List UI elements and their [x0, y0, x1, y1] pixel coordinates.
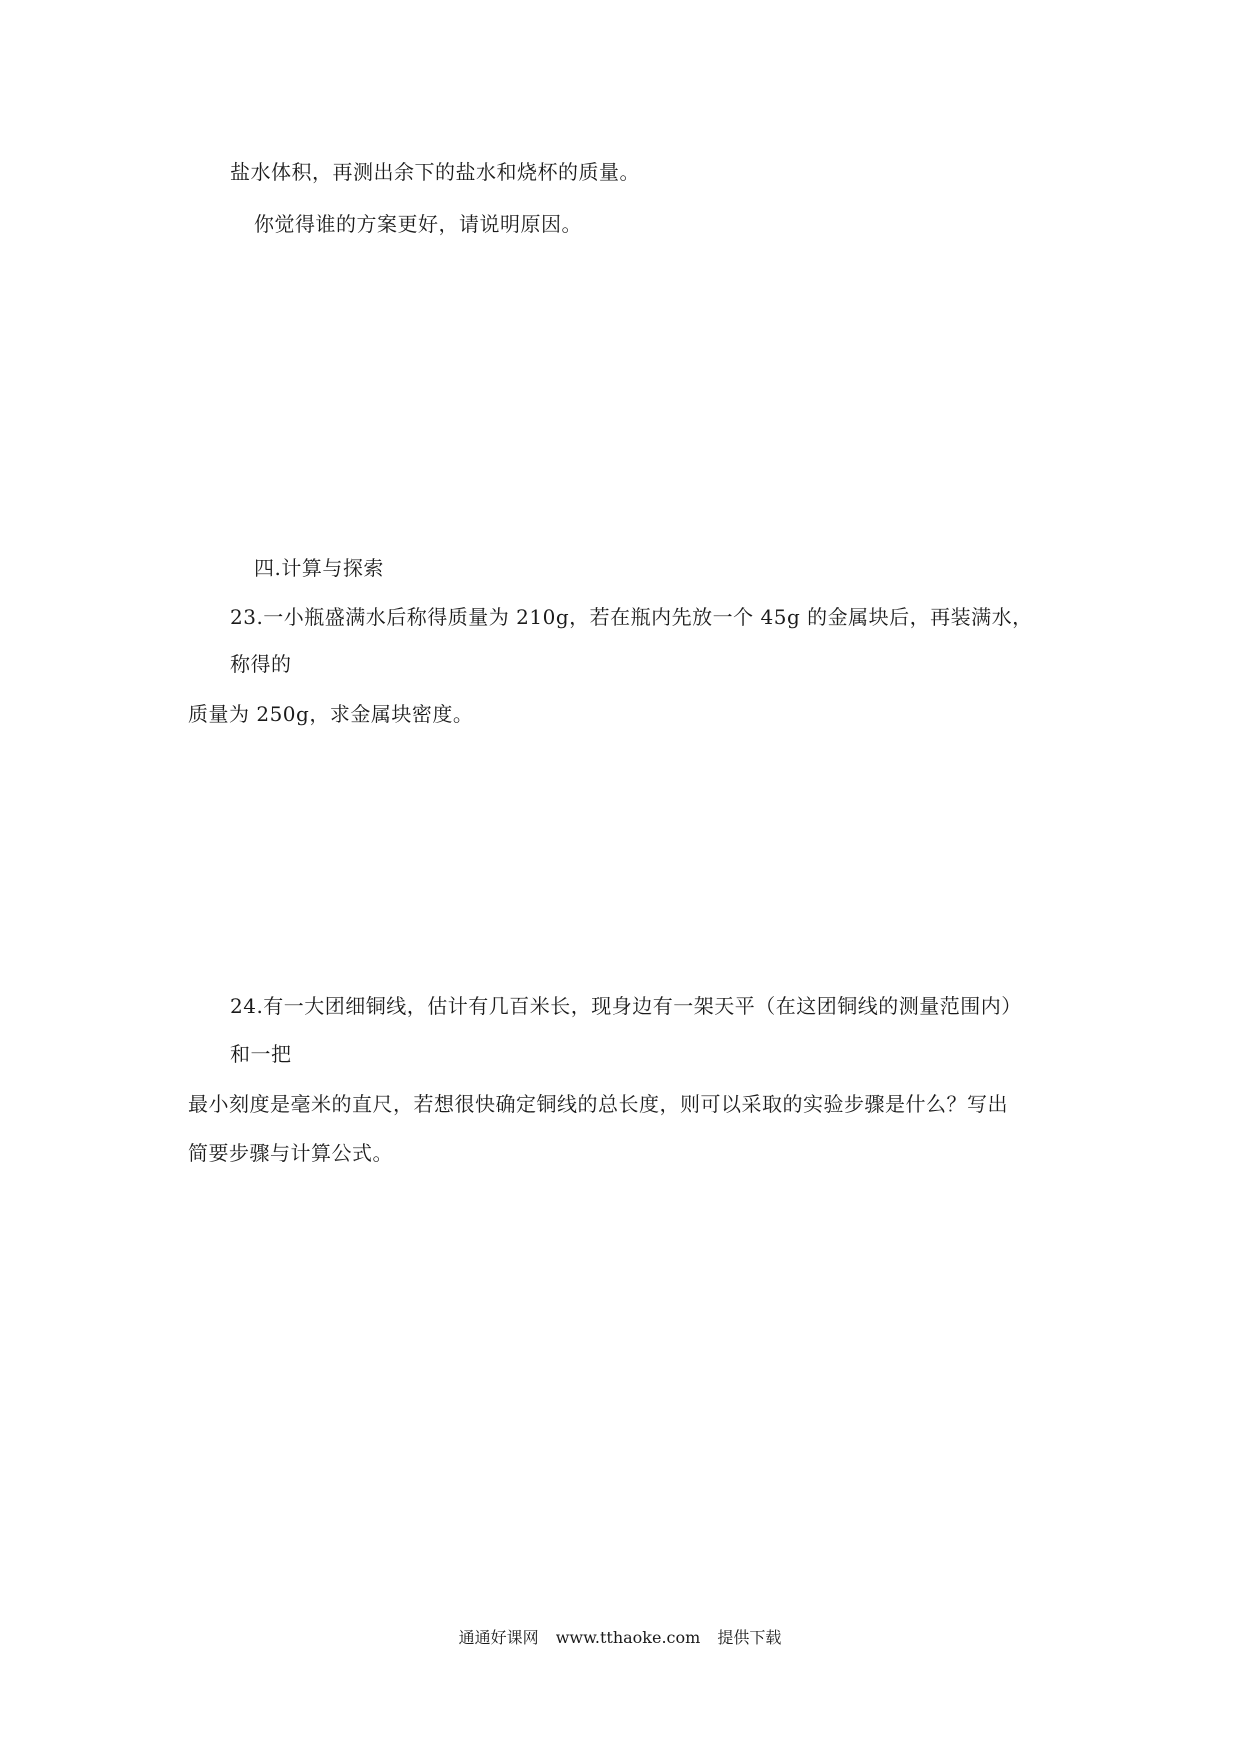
question-24-line-3: 最小刻度是毫米的直尺，若想很快确定铜线的总长度，则可以采取的实验步骤是什么？写出 [188, 1092, 1008, 1116]
question-23-line-2: 称得的 [230, 652, 292, 676]
footer-url: www.tthaoke.com [555, 1628, 701, 1647]
footer-site-name: 通通好课网 [458, 1628, 539, 1647]
question-24-line-1: 24.有一大团细铜线，估计有几百米长，现身边有一架天平（在这团铜线的测量范围内） [230, 994, 1022, 1018]
question-23-line-3: 质量为 250g，求金属块密度。 [188, 702, 474, 726]
question-23-line-1: 23.一小瓶盛满水后称得质量为 210g，若在瓶内先放一个 45g 的金属块后，再装满水， [230, 605, 1033, 629]
question-24-line-2: 和一把 [230, 1042, 292, 1066]
page-footer [0, 1628, 1240, 1648]
question-24-line-4: 简要步骤与计算公式。 [188, 1141, 393, 1165]
footer-suffix: 提供下载 [717, 1628, 782, 1647]
continuation-line-2: 你觉得谁的方案更好，请说明原因。 [254, 212, 582, 236]
section-heading: 四.计算与探索 [254, 556, 384, 580]
continuation-line-1: 盐水体积，再测出余下的盐水和烧杯的质量。 [230, 160, 640, 184]
